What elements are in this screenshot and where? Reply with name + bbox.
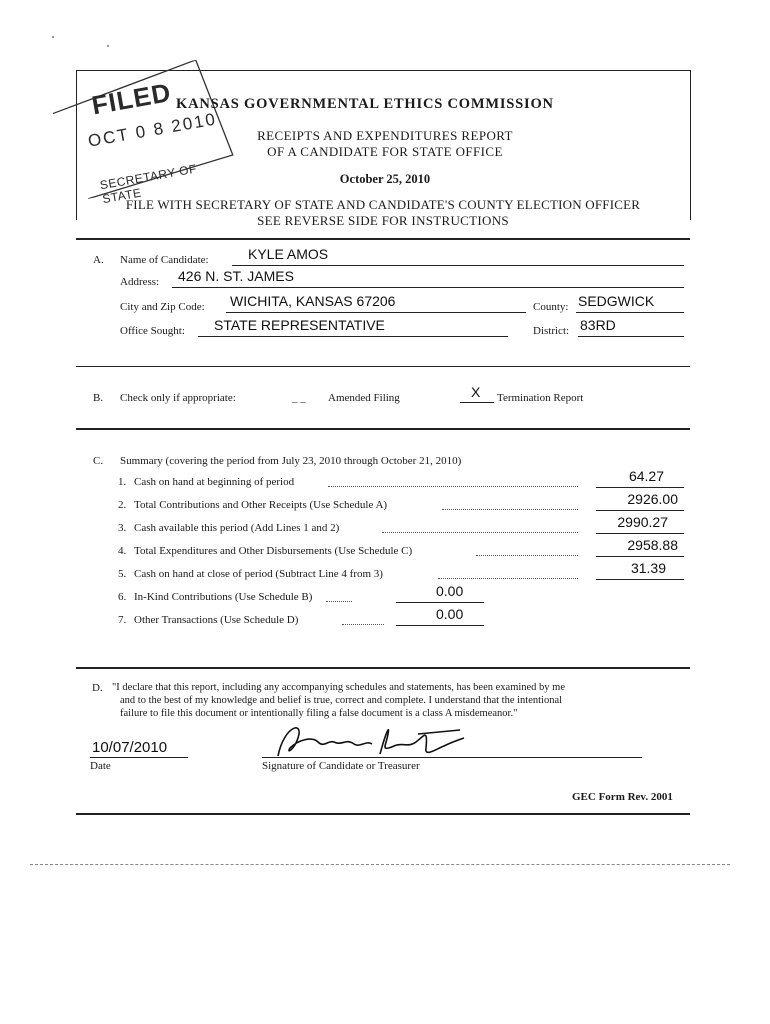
line-number: 7. <box>118 614 127 626</box>
amount-field[interactable] <box>596 491 684 511</box>
date-label: Date <box>90 760 111 772</box>
county-field[interactable] <box>576 293 684 313</box>
amended-checkbox[interactable]: _ _ <box>292 392 306 404</box>
instructions-line: SEE REVERSE SIDE FOR INSTRUCTIONS <box>257 213 509 228</box>
stamp-office: SECRETARY OF STATE <box>98 161 198 207</box>
line-label: Cash on hand at close of period (Subtract Line 4 from 3) <box>134 568 383 580</box>
amount-field[interactable] <box>596 560 684 580</box>
section-divider <box>76 238 690 240</box>
line-number: 4. <box>118 545 127 557</box>
scan-speck <box>107 45 109 47</box>
form-revision: GEC Form Rev. 2001 <box>572 791 673 803</box>
city-zip-field[interactable] <box>226 293 526 313</box>
section-c-letter: C. <box>93 455 104 467</box>
amount-value: 2926.00 <box>627 491 678 507</box>
line-number: 1. <box>118 476 127 488</box>
amount-value: 2990.27 <box>617 514 668 530</box>
declaration-line-3: failure to file this document or intentionally filing a false document is a class A misdemeanor." <box>120 708 518 719</box>
line-label: Other Transactions (Use Schedule D) <box>134 614 299 626</box>
check-appropriate-label: Check only if appropriate: <box>120 392 236 404</box>
leader-dots <box>476 555 578 556</box>
amount-field[interactable] <box>596 468 684 488</box>
report-date: October 25, 2010 <box>339 172 431 186</box>
form-right-border <box>690 70 691 220</box>
declaration-line-1: "I declare that this report, including any accompanying schedules and statements, has been examined by me <box>112 682 566 693</box>
declaration-line-2: and to the best of my knowledge and belief is true, correct and complete. I understand that the intentional <box>120 695 563 706</box>
city-zip-label: City and Zip Code: <box>120 301 205 313</box>
leader-dots <box>328 486 578 487</box>
amount-value: 31.39 <box>630 560 666 576</box>
address-label: Address: <box>120 276 160 288</box>
line-number: 2. <box>118 499 127 511</box>
amount-value: 2958.88 <box>627 537 678 553</box>
address-field[interactable] <box>172 268 684 288</box>
leader-dots <box>326 601 352 602</box>
line-label: Total Contributions and Other Receipts (Use Schedule A) <box>134 499 388 511</box>
amount-field[interactable] <box>596 537 684 557</box>
county-value: SEDGWICK <box>578 293 655 309</box>
line-label: Cash available this period (Add Lines 1 and 2) <box>134 522 340 534</box>
section-divider <box>76 428 690 430</box>
form-title: KANSAS GOVERNMENTAL ETHICS COMMISSION <box>176 96 554 112</box>
line-number: 6. <box>118 591 127 603</box>
candidate-name-label: Name of Candidate: <box>120 254 209 266</box>
form-bottom-border <box>76 813 690 815</box>
section-a-letter: A. <box>93 254 104 266</box>
amended-filing-label: Amended Filing <box>328 392 400 404</box>
section-d-letter: D. <box>92 682 103 694</box>
office-sought-field[interactable] <box>198 317 508 337</box>
section-divider <box>76 366 690 367</box>
office-sought-value: STATE REPRESENTATIVE <box>214 317 385 333</box>
address-value: 426 N. ST. JAMES <box>178 268 294 284</box>
leader-dots <box>342 624 384 625</box>
stamp-filed-text: FILED <box>89 76 174 121</box>
leader-dots <box>442 509 578 510</box>
amount-value: 0.00 <box>436 583 464 599</box>
amount-field[interactable] <box>396 606 484 626</box>
line-label: Cash on hand at beginning of period <box>134 476 295 488</box>
form-subtitle-1: RECEIPTS AND EXPENDITURES REPORT <box>257 128 513 143</box>
scan-speck <box>52 36 54 38</box>
candidate-name-field[interactable] <box>232 246 684 266</box>
termination-report-label: Termination Report <box>497 392 584 404</box>
signature-image <box>268 718 468 766</box>
city-zip-value: WICHITA, KANSAS 67206 <box>230 293 396 309</box>
summary-label: Summary (covering the period from July 23, 2010 through October 21, 2010) <box>120 455 462 467</box>
amount-value: 64.27 <box>628 468 664 484</box>
amount-value: 0.00 <box>436 606 464 622</box>
file-with-line: FILE WITH SECRETARY OF STATE AND CANDIDATE'S COUNTY ELECTION OFFICER <box>125 197 641 212</box>
termination-mark: X <box>471 384 481 400</box>
line-label: Total Expenditures and Other Disbursements (Use Schedule C) <box>134 545 413 557</box>
candidate-name-value: KYLE AMOS <box>248 246 329 262</box>
line-number: 3. <box>118 522 127 534</box>
amount-field[interactable] <box>596 514 684 534</box>
form-subtitle-2: OF A CANDIDATE FOR STATE OFFICE <box>267 144 503 159</box>
date-field[interactable] <box>90 741 188 758</box>
termination-checkbox[interactable] <box>460 384 494 403</box>
scan-artifact-line <box>30 864 730 865</box>
county-label: County: <box>533 301 569 313</box>
section-b-letter: B. <box>93 392 104 404</box>
section-divider <box>76 667 690 669</box>
office-sought-label: Office Sought: <box>120 325 185 337</box>
district-field[interactable] <box>578 317 684 337</box>
leader-dots <box>382 532 578 533</box>
amount-field[interactable] <box>396 583 484 603</box>
line-label: In-Kind Contributions (Use Schedule B) <box>134 591 313 603</box>
district-value: 83RD <box>580 317 616 333</box>
leader-dots <box>438 578 578 579</box>
stamp-date: OCT 0 8 2010 <box>86 109 219 151</box>
date-value: 10/07/2010 <box>92 739 168 756</box>
signature-label: Signature of Candidate or Treasurer <box>262 760 420 772</box>
district-label: District: <box>533 325 570 337</box>
line-number: 5. <box>118 568 127 580</box>
